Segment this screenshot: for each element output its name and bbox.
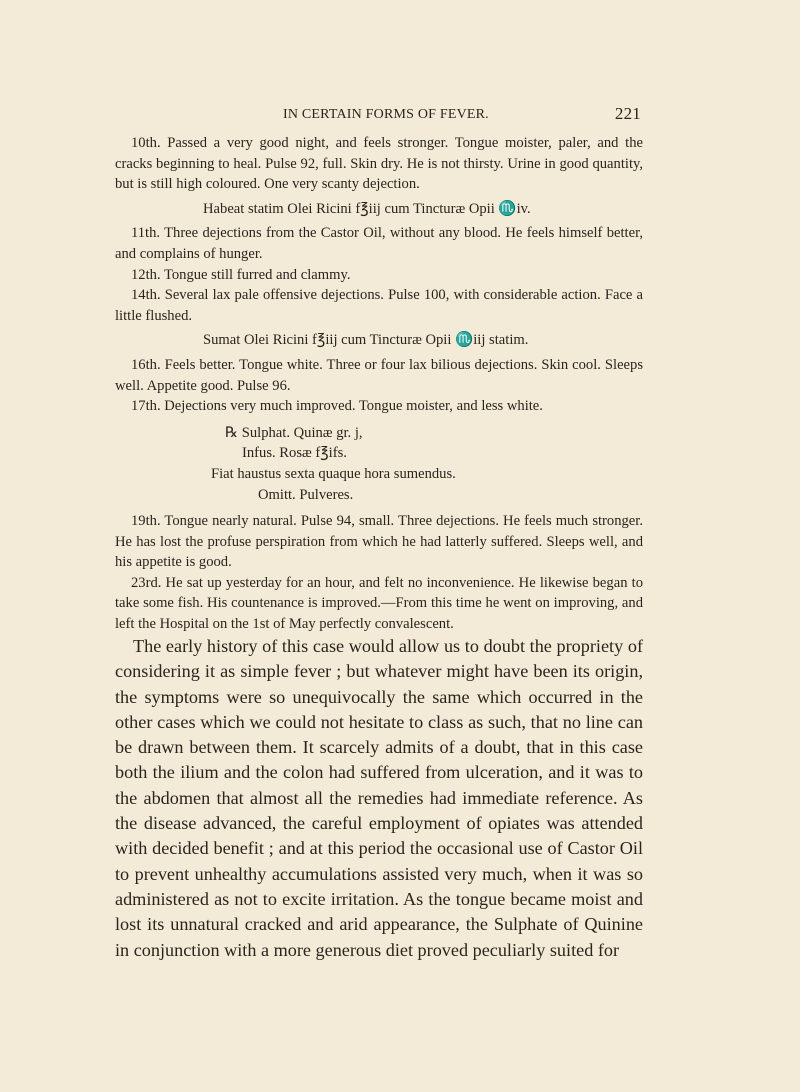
entry-23rd: 23rd. He sat up yesterday for an hour, and felt no inconvenience. He likewise began to take some fish. His countenance is improved.—From this time he went on improving, and left the Hospital on the 1st of May perfectly convalescent.: [115, 574, 643, 633]
commentary: [115, 634, 643, 963]
prescription-line: Habeat statim Olei Ricini f℥iij cum Tincturæ Opii ♏iv.: [203, 200, 531, 217]
prescription-block: [115, 423, 643, 505]
entry-12th: 12th. Tongue still furred and clammy.: [131, 266, 351, 283]
entry-16th: 16th. Feels better. Tongue white. Three or four lax bilious dejections. Skin cool. Sleeps well. Appetite good. Pulse 96.: [115, 356, 643, 394]
commentary-paragraph: The early history of this case would allow us to doubt the propriety of considering it as simple fever ; but whatever might have been its origin, the symptoms were so unequivocally the same which occurred in the other cases which we could not hesitate to class as such, that no line can be drawn between them. It scarcely admits of a doubt, that in this case both the ilium and the colon had suffered from ulceration, and it was to the abdomen that almost all the remedies had immediate reference. As the disease advanced, the careful employment of opiates was attended with decided benefit ; and at this period the occasional use of Castor Oil to prevent unhealthy accumulations assisted very much, when it was so administered as not to excite irritation. As the tongue became moist and lost its unnatural cracked and arid appearance, the Sulphate of Quinine in conjunction with a more generous diet proved peculiarly suited for: [115, 636, 643, 960]
case-notes: [115, 133, 643, 635]
page-header: [113, 104, 641, 126]
entry-19th: 19th. Tongue nearly natural. Pulse 94, small. Three dejections. He feels much stronger. He has lost the profuse perspiration from which he had latterly suffered. Sleeps well, and his appetite is good.: [115, 513, 643, 571]
prescription-line: Fiat haustus sexta quaque hora sumendus.: [211, 465, 456, 482]
prescription-line: Infus. Rosæ f℥ifs.: [242, 445, 347, 462]
prescription-line: Omitt. Pulveres.: [258, 486, 354, 503]
entry-17th: 17th. Dejections very much improved. Tongue moister, and less white.: [131, 398, 543, 415]
prescription-line: ℞ Sulphat. Quinæ gr. j,: [225, 424, 363, 441]
entry-10th: 10th. Passed a very good night, and feels stronger. Tongue moister, paler, and the cracks beginning to heal. Pulse 92, full. Skin dry. He is not thirsty. Urine in good quantity, but is still high coloured. One very scanty dejection.: [115, 135, 643, 193]
entry-11th: 11th. Three dejections from the Castor Oil, without any blood. He feels himself better, and complains of hunger.: [115, 225, 643, 262]
entry-14th: 14th. Several lax pale offensive dejections. Pulse 100, with considerable action. Face a little flushed.: [115, 287, 643, 324]
page-number: 221: [614, 104, 641, 123]
prescription-line: Sumat Olei Ricini f℥iij cum Tincturæ Opii ♏iij statim.: [203, 332, 529, 349]
running-title: IN CERTAIN FORMS OF FEVER.: [283, 107, 489, 122]
